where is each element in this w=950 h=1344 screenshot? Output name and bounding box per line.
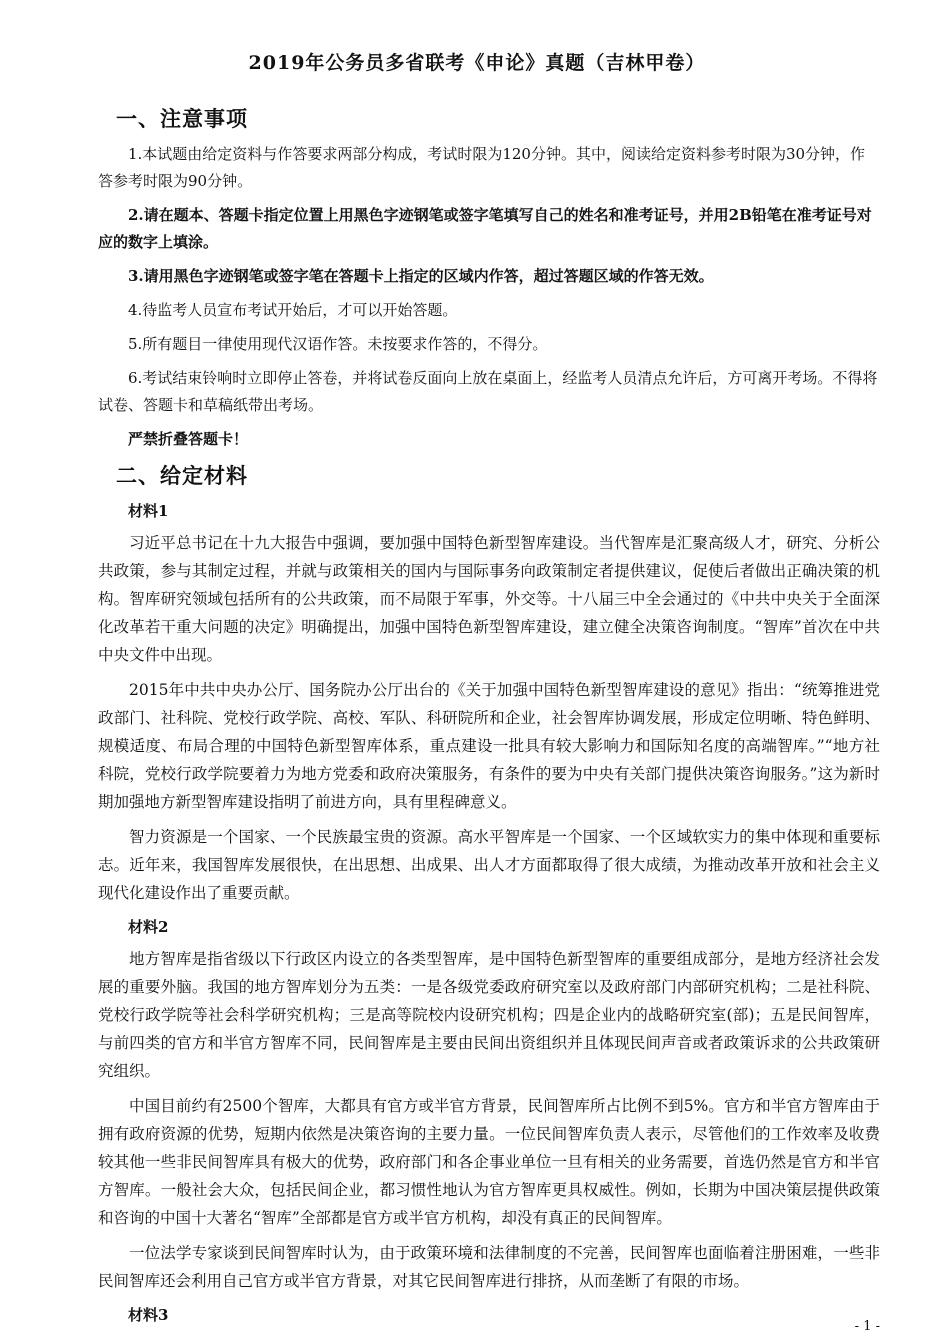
page-number: - 1 - — [854, 1319, 880, 1334]
notice-item: 1.本试题由给定资料与作答要求两部分构成，考试时限为120分钟。其中，阅读给定资料参考时限为30分钟，作答参考时限为90分钟。 — [98, 145, 866, 190]
material-2-paragraph: 地方智库是指省级以下行政区内设立的各类型智库，是中国特色新型智库的重要组成部分，是地方经济社会发展的重要外脑。我国的地方智库划分为五类：一是各级党委政府研究室以及政府部门内部研究机构；二是社科院、党校行政学院等社会科学研究机构；三是高等院校内设研究机构；四是企业内的战略研究室(部)；五是民间智库，与前四类的官方和半官方智库不同，民间智库是主要由民间出资组织并且体现民间声音或者政策诉求的公共政策研究组织。 — [98, 950, 880, 1080]
material-2-paragraph: 一位法学专家谈到民间智库时认为，由于政策环境和法律制度的不完善，民间智库也面临着注册困难，一些非民间智库还会利用自己官方或半官方背景，对其它民间智库进行排挤，从而垄断了有限的市场。 — [98, 1244, 880, 1290]
section-heading-notes: 一、注意事项 — [116, 107, 248, 131]
material-2-paragraph: 中国目前约有2500个智库，大都具有官方或半官方背景，民间智库所占比例不到5%。官方和半官方智库由于拥有政府资源的优势，短期内依然是决策咨询的主要力量。一位民间智库负责人表示，尽管他们的工作效率及收费较其他一些非民间智库具有极大的优势，政府部门和各企事业单位一旦有相关的业务需要，首选仍然是官方和半官方智库。一般社会大众，包括民间企业，都习惯性地认为官方智库更具权威性。例如，长期为中国决策层提供政策和咨询的中国十大著名“智库”全部都是官方或半官方机构，却没有真正的民间智库。 — [98, 1097, 880, 1227]
notice-warning: 严禁折叠答题卡！ — [128, 430, 249, 448]
material-1-paragraph: 2015年中共中央办公厅、国务院办公厅出台的《关于加强中国特色新型智库建设的意见》指出：“统筹推进党政部门、社科院、党校行政学院、高校、军队、科研院所和企业，社会智库协调发展，形成定位明晰、特色鲜明、规模适度、布局合理的中国特色新型智库体系，重点建设一批具有较大影响力和国际知名度的高端智库。”“地方社科院，党校行政学院要着力为地方党委和政府决策服务，有条件的要为中央有关部门提供决策咨询服务。”这为新时期加强地方新型智库建设指明了前进方向，具有里程碑意义。 — [98, 681, 880, 811]
notice-item: 6.考试结束铃响时立即停止答卷，并将试卷反面向上放在桌面上，经监考人员清点允许后，方可离开考场。不得将试卷、答题卡和草稿纸带出考场。 — [98, 369, 878, 414]
notice-list — [98, 141, 880, 453]
notice-item: 3.请用黑色字迹钢笔或签字笔在答题卡上指定的区域内作答，超过答题区域的作答无效。 — [128, 267, 714, 285]
section-heading-materials: 二、给定材料 — [116, 464, 248, 488]
material-1-paragraph: 智力资源是一个国家、一个民族最宝贵的资源。高水平智库是一个国家、一个区域软实力的集中体现和重要标志。近年来，我国智库发展很快，在出思想、出成果、出人才方面都取得了很大成绩，为推动改革开放和社会主义现代化建设作出了重要贡献。 — [98, 828, 880, 902]
material-1-paragraph: 习近平总书记在十九大报告中强调，要加强中国特色新型智库建设。当代智库是汇聚高级人才，研究、分析公共政策，参与其制定过程，并就与政策相关的国内与国际事务向政策制定者提供建议，促使后者做出正确决策的机构。智库研究领域包括所有的公共政策，而不局限于军事，外交等。十八届三中全会通过的《中共中央关于全面深化改革若干重大问题的决定》明确提出，加强中国特色新型智库建设，建立健全决策咨询制度。“智库”首次在中共中央文件中出现。 — [98, 534, 880, 664]
notice-item: 2.请在题本、答题卡指定位置上用黑色字迹钢笔或签字笔填写自己的姓名和准考证号，并用2B铅笔在准考证号对应的数字上填涂。 — [98, 206, 872, 251]
material-2-label: 材料2 — [128, 918, 169, 936]
notice-item: 4.待监考人员宣布考试开始后，才可以开始答题。 — [128, 301, 458, 319]
material-3-label: 材料3 — [128, 1306, 169, 1324]
material-1-label: 材料1 — [128, 502, 169, 520]
notice-item: 5.所有题目一律使用现代汉语作答。未按要求作答的，不得分。 — [128, 335, 548, 353]
document-title: 2019年公务员多省联考《申论》真题（吉林甲卷） — [248, 52, 706, 74]
